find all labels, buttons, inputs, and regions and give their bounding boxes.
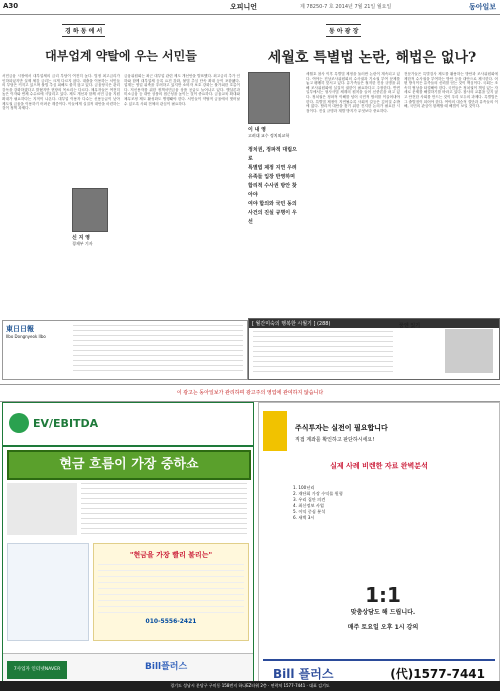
author-photo xyxy=(72,188,108,232)
column-a xyxy=(2,18,240,246)
ad-right-tel: (代)1577-7441 xyxy=(390,667,485,681)
ad-left-mid xyxy=(7,543,247,639)
column-a-text-2: 금융위원회는 최근 대부업 관련 제도 개선안을 발표했다. 최고금리 추가 인하와 함께 대부업체 등록 요건 강화, 불법 추심 단속 확대 등이 포함됐다. 업계는 영업 위축을 우려하고 있지만 소비자 보호 강화는 불가피한 흐름이다. 저신용자를 위한 정책서민금융 상품 공급도 늘어나고 있다. 햇살론과 미소금융 등 대안 상품의 접근성을 높이는 것이 중요하다. 금융교육 확대와 채무조정 제도 활성화도 병행돼야 한다. 서민들이 약탈적 금융에서 벗어날 수 있도록 사회 전체의 관심이 필요하다. xyxy=(124,74,240,106)
ad-left-panel-title: "현금을 가장 빨리 불리는" xyxy=(129,551,213,559)
column-b-text-1: 세월호 참사 이후 특별법 제정을 둘러싼 논란이 계속되고 있다. 여야는 진상조사위원회의 수사권과 기소권 부여 문제를 놓고 팽팽히 맞서고 있다. 유가족들은 철저한 진상 규명을 위해 조사위원회에 실질적 권한이 필요하다고 주장한다. 반면 일부에서는 형사사법 체계의 원칙을 들어 신중론을 펴고 있다. 정치권은 정파적 이해를 넘어 국민적 합의를 이끌어내야 한다. 특별법 제정이 지연될수록 사회적 갈등은 깊어질 수밖에 없다. 합리적 대안을 찾기 위한 진지한 논의가 필요한 시점이다. 진실 규명과 재발 방지가 무엇보다 중요하다. xyxy=(306,72,400,113)
ad-right-brand: Bill 플러스 xyxy=(273,667,334,681)
ad-right-list-item: 1. 100년리 xyxy=(293,485,315,490)
issue-date: 제 78250-7 호 2014년 7월 21일 월요일 xyxy=(300,4,392,10)
column-a-headline: 대부업계 약탈에 우는 서민들 xyxy=(45,49,197,63)
ad-right-list-item: 5. 이익 중심 분석 xyxy=(293,509,326,514)
ad-left-cash-line: 현금 흐름이 가장 중하쇼 xyxy=(7,450,251,480)
pullquote-6: 사건의 진실 규명이 우선 xyxy=(248,210,297,225)
ad-left-chart xyxy=(7,543,89,641)
author-name: 이 내 영 xyxy=(248,127,266,133)
column-b xyxy=(246,18,498,225)
author-photo xyxy=(248,72,290,124)
ad-text-lines xyxy=(253,331,393,375)
column-a-label: 경 하 동 에 서 xyxy=(62,24,105,37)
ev-logo-icon xyxy=(9,413,29,433)
ad-left-table-box xyxy=(7,483,77,535)
pullquote-3: 유족들 입장 반영하며 xyxy=(248,174,295,180)
ad-right-red-line: 실제 사례 비렌한 자료 완벽분석 xyxy=(330,462,428,470)
pullquote-1: 정치권, 정파적 대립으로 xyxy=(248,147,297,162)
column-a-text-1: 서민금융 시장에서 대부업체의 금리 부담이 여전히 높다. 법정 최고금리가 인하되었지만 실제 체감 금리는 크게 다르지 않다. 대출을 이용하는 서민들의 부담은 커지고 있으며 불법 추심 피해도 줄지 않고 있다. 금융당국은 관리 감독을 강화하겠다고 밝혔지만 현장의 목소리는 다르다. 채무자들은 여전히 높은 이자와 연체 수수료에 시달리고 있다. 제도 개선과 함께 서민 금융 지원 확대가 필요하다는 지적이 나온다. 대부업 이용자 다수는 신용등급이 낮아 제도권 금융을 이용하기 어려운 계층이다. 이들에게 실질적 대안을 마련하는 것이 정책 과제다. xyxy=(2,74,120,111)
author-name: 신 지 영 xyxy=(72,235,90,241)
section-title: 오피니언 xyxy=(230,3,258,11)
ad-left-brand: Bill플러스 xyxy=(145,662,188,672)
ad-logo: 東日日報 xyxy=(6,325,34,333)
ad-right-schedule: 매주 토요일 오후 1시 강의 xyxy=(347,624,419,631)
ad-cartoon xyxy=(445,329,493,373)
naver-pill: 7사업자 인터넷NAVER xyxy=(7,661,67,679)
small-ad-left xyxy=(2,320,248,380)
ad-right-big: 1:1 xyxy=(365,583,401,607)
ad-table xyxy=(73,325,243,375)
column-b-pullquote xyxy=(248,146,300,276)
author-title: 경제부 기자 xyxy=(72,241,93,246)
ad-right-list-item: 2. 재단회 가장 수익률 원형 xyxy=(293,491,343,496)
column-b-author xyxy=(248,72,294,139)
ad-left-phone: 010-5556-2421 xyxy=(145,618,197,625)
pullquote-2: 특별법 제정 지연 우려 xyxy=(248,165,297,171)
ad-right-phonebox xyxy=(303,573,463,663)
ad-right-list-item: 4. 최신정보 사업 xyxy=(293,503,324,508)
ad-right-large xyxy=(258,402,500,691)
masthead xyxy=(0,0,500,15)
ad-header: [ 월간미숙의 행복한 시월기 ] (288) xyxy=(249,319,499,328)
pullquote-4: 합리적 수사권 방안 찾아야 xyxy=(248,183,297,198)
ad-right-phone-sub: 맞춤상담도 해 드립니다. xyxy=(350,609,416,616)
ad-left-panel xyxy=(93,543,249,641)
ad-right-sub: 직접 계좌를 확인하고 판단하시세요! xyxy=(295,437,375,443)
ad-left-list xyxy=(81,483,247,535)
ad-right-headline: 주식투자는 실전이 필요합니다 xyxy=(295,424,388,432)
ad-logo-sub: Ilbo Dongnyeok Ilbo xyxy=(6,334,46,339)
ad-right-list-item: 6. 새벽 3시 xyxy=(293,515,315,520)
newspaper-brand: 동아일보 xyxy=(468,3,496,11)
column-a-author xyxy=(72,188,118,247)
small-ad-right xyxy=(248,318,500,380)
author-title: 고려대 교수 정치외교학 xyxy=(248,133,290,138)
pullquote-5: 여야 합의와 국민 동의 xyxy=(248,201,297,207)
ad-right-list-item: 3. 우리 집안 의견 xyxy=(293,497,326,502)
column-b-label: 동 아 광 장 xyxy=(326,24,361,37)
ad-left-box xyxy=(7,483,247,535)
ad-title: 꿈엔 있기 xyxy=(399,323,421,329)
ad-right-decoration xyxy=(263,411,287,451)
ad-right-list xyxy=(293,485,473,545)
page-number: A30 xyxy=(3,2,19,10)
ad-left-top xyxy=(3,403,253,447)
column-b-headline: 세월호 특별법 논란, 해법은 없나? xyxy=(267,50,477,66)
bottom-strip: 경기도 성남시 분당구 구미동 158번지 하나EZ타워 2층 · 연락처 1577-7441 · 대표 김기도 xyxy=(0,681,500,691)
divider-banner: 이 광고는 동아일보가 관리하며 광고주의 영업에 관여하지 않습니다 xyxy=(0,384,500,402)
column-b-text-2: 전문가들은 특별검사 제도를 활용하는 방안과 조사위원회에 제한적 수사권을 부여하는 방안 등을 대안으로 제시한다. 어떤 방식이든 유족들의 신뢰를 얻는 것이 핵심이다. 국회는 조속히 협상을 타결해야 한다. 국민들은 정치권이 책임 있는 자세로 문제를 해결하기를 바라고 있다. 참사의 교훈을 잊지 않고 안전한 사회를 만드는 것이 우리 모두의 과제다. 특별법은 그 출발점이 되어야 한다. 여야의 대승적 결단과 유족들의 이해, 국민의 관심이 함께할 때 해법이 보일 것이다. xyxy=(404,72,498,109)
ad-left-large xyxy=(2,402,254,691)
ad-left-title: EV/EBITDA xyxy=(33,417,99,430)
ad-right-head xyxy=(295,423,495,443)
